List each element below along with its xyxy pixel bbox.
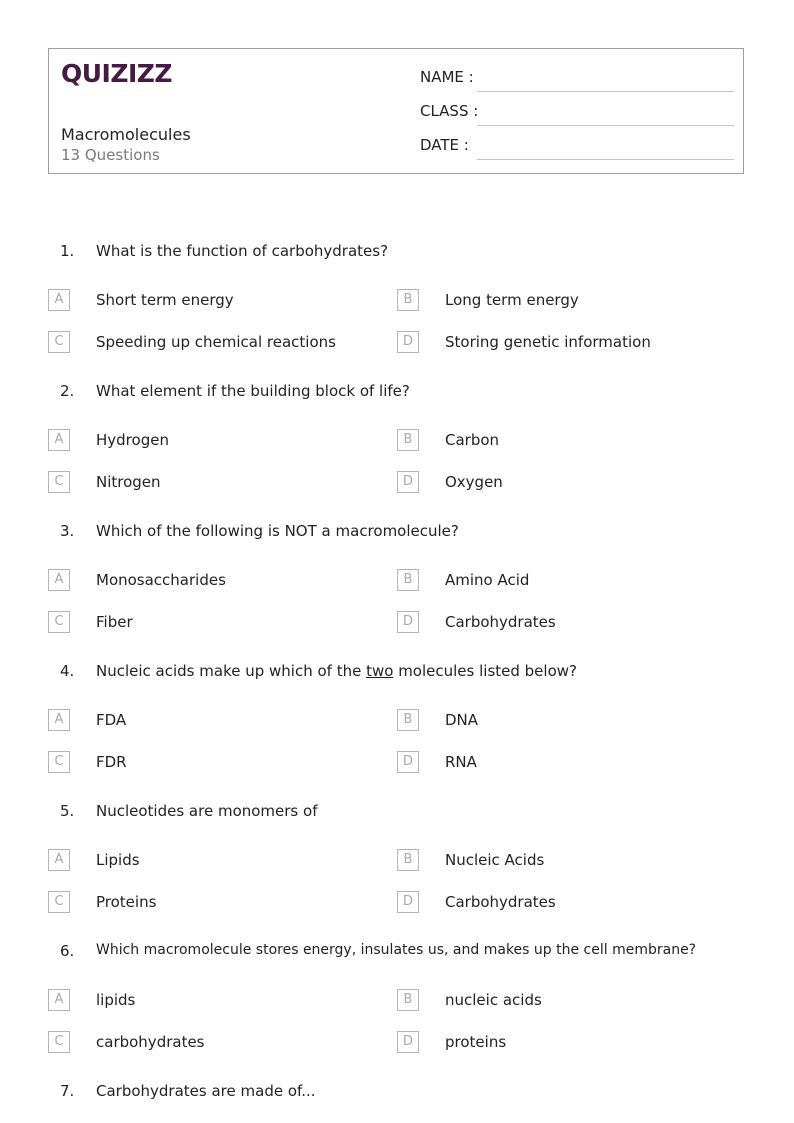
question-number: 6.: [60, 942, 75, 960]
option-b-text: Nucleic Acids: [445, 851, 545, 869]
option-b-text: Amino Acid: [445, 571, 530, 589]
worksheet-header: [48, 48, 744, 174]
question-text: What is the function of carbohydrates?: [96, 242, 389, 260]
option-d-box[interactable]: D: [397, 1031, 419, 1053]
question-number: 3.: [60, 522, 75, 540]
option-a-text: Lipids: [96, 851, 140, 869]
option-b-box[interactable]: B: [397, 429, 419, 451]
name-field[interactable]: [420, 68, 734, 92]
option-b-text: Long term energy: [445, 291, 579, 309]
option-c-text: Fiber: [96, 613, 133, 631]
option-b-box[interactable]: B: [397, 709, 419, 731]
option-a-box[interactable]: A: [48, 429, 70, 451]
option-c-text: Proteins: [96, 893, 157, 911]
name-label: NAME :: [420, 68, 474, 86]
option-a-text: Short term energy: [96, 291, 234, 309]
option-d-text: RNA: [445, 753, 477, 771]
option-d-text: proteins: [445, 1033, 507, 1051]
option-c-box[interactable]: C: [48, 611, 70, 633]
class-line[interactable]: [477, 125, 734, 126]
option-a-text: Hydrogen: [96, 431, 169, 449]
question-number: 1.: [60, 242, 75, 260]
option-d-box[interactable]: D: [397, 331, 419, 353]
option-a-text: Monosaccharides: [96, 571, 226, 589]
option-b-text: nucleic acids: [445, 991, 542, 1009]
option-c-box[interactable]: C: [48, 891, 70, 913]
option-c-box[interactable]: C: [48, 1031, 70, 1053]
quizizz-logo: QUIZIZZ: [61, 59, 173, 88]
date-field[interactable]: [420, 136, 734, 160]
question-text: Nucleotides are monomers of: [96, 802, 318, 820]
option-a-box[interactable]: A: [48, 289, 70, 311]
question-number: 7.: [60, 1082, 75, 1100]
date-line[interactable]: [477, 159, 734, 160]
option-b-box[interactable]: B: [397, 849, 419, 871]
question-text-part: Nucleic acids make up which of the: [96, 662, 367, 680]
question-text: What element if the building block of life?: [96, 382, 410, 400]
option-b-text: Carbon: [445, 431, 500, 449]
option-d-box[interactable]: D: [397, 891, 419, 913]
option-c-text: Nitrogen: [96, 473, 161, 491]
option-d-text: Storing genetic information: [445, 333, 651, 351]
question-number: 4.: [60, 662, 75, 680]
question-number: 2.: [60, 382, 75, 400]
option-c-text: carbohydrates: [96, 1033, 205, 1051]
option-d-text: Carbohydrates: [445, 893, 556, 911]
question-text: Which of the following is NOT a macromolecule?: [96, 522, 459, 540]
option-a-text: FDA: [96, 711, 127, 729]
option-d-text: Oxygen: [445, 473, 503, 491]
question-count: 13 Questions: [61, 146, 160, 164]
option-d-box[interactable]: D: [397, 611, 419, 633]
underlined-word: two: [366, 662, 394, 680]
option-d-text: Carbohydrates: [445, 613, 556, 631]
option-c-text: Speeding up chemical reactions: [96, 333, 336, 351]
question-text: Which macromolecule stores energy, insulates us, and makes up the cell membrane?: [96, 942, 697, 958]
option-c-text: FDR: [96, 753, 127, 771]
worksheet-title: Macromolecules: [61, 125, 191, 144]
option-c-box[interactable]: C: [48, 751, 70, 773]
option-c-box[interactable]: C: [48, 471, 70, 493]
option-a-box[interactable]: A: [48, 849, 70, 871]
question-text: [96, 662, 577, 680]
option-b-box[interactable]: B: [397, 989, 419, 1011]
option-a-box[interactable]: A: [48, 709, 70, 731]
option-a-box[interactable]: A: [48, 989, 70, 1011]
option-b-box[interactable]: B: [397, 569, 419, 591]
option-a-text: lipids: [96, 991, 136, 1009]
class-field[interactable]: [420, 102, 734, 126]
date-label: DATE :: [420, 136, 469, 154]
question-number: 5.: [60, 802, 75, 820]
option-d-box[interactable]: D: [397, 471, 419, 493]
name-line[interactable]: [477, 91, 734, 92]
class-label: CLASS :: [420, 102, 479, 120]
option-b-text: DNA: [445, 711, 479, 729]
option-a-box[interactable]: A: [48, 569, 70, 591]
option-d-box[interactable]: D: [397, 751, 419, 773]
question-text: Carbohydrates are made of...: [96, 1082, 316, 1100]
question-text-part: molecules listed below?: [393, 662, 577, 680]
option-b-box[interactable]: B: [397, 289, 419, 311]
option-c-box[interactable]: C: [48, 331, 70, 353]
